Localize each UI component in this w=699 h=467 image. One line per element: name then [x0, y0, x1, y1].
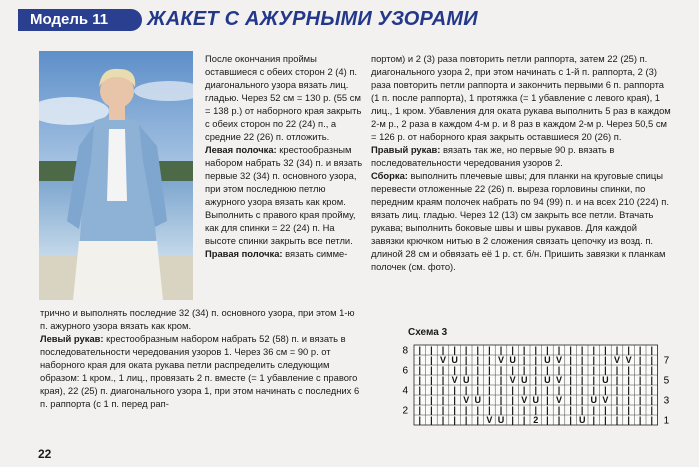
schema-symbol: | — [522, 405, 526, 415]
schema-symbol: | — [592, 415, 596, 425]
schema-symbol: | — [511, 345, 514, 355]
schema-symbol: | — [592, 345, 596, 355]
text-column-2 — [371, 52, 671, 273]
schema-symbol: | — [650, 375, 654, 385]
schema-symbol: | — [546, 405, 549, 415]
schema-symbol: | — [488, 405, 491, 415]
schema-symbol: U — [520, 375, 528, 385]
schema-symbol: | — [604, 385, 607, 395]
schema-symbol: | — [476, 405, 480, 415]
schema-symbol: | — [430, 375, 433, 385]
schema-symbol: U — [590, 395, 598, 405]
row-number-left: 4 — [402, 385, 408, 397]
schema-symbol: | — [546, 415, 549, 425]
schema-symbol: | — [464, 405, 468, 415]
schema-symbol: U — [578, 415, 586, 425]
schema-symbol: | — [627, 385, 630, 395]
schema-symbol: U — [474, 395, 482, 405]
schema-symbol: | — [604, 355, 607, 365]
schema-symbol: | — [615, 385, 619, 395]
schema-symbol: | — [650, 365, 654, 375]
schema-symbol: | — [418, 395, 422, 405]
paragraph-heading: Левый рукав: — [40, 333, 104, 344]
schema-symbol: | — [638, 375, 642, 385]
schema-symbol: | — [441, 395, 445, 405]
schema-symbol: | — [534, 345, 538, 355]
schema-symbol: | — [638, 395, 642, 405]
schema-symbol: | — [464, 355, 468, 365]
schema-symbol: | — [430, 405, 433, 415]
schema-symbol: | — [546, 365, 549, 375]
schema-symbol: | — [441, 365, 445, 375]
schema-symbol: | — [430, 415, 433, 425]
paragraph — [205, 52, 365, 143]
schema-symbol: | — [615, 375, 619, 385]
schema-symbol: | — [569, 345, 572, 355]
schema-symbol: | — [476, 365, 480, 375]
schema-symbol: | — [511, 395, 514, 405]
schema-symbol: | — [453, 415, 456, 425]
paragraph — [40, 306, 362, 332]
schema-symbol: | — [430, 385, 433, 395]
schema-symbol: | — [627, 345, 630, 355]
schema-symbol: | — [476, 415, 480, 425]
paragraph — [40, 332, 362, 410]
schema-symbol: | — [430, 355, 433, 365]
paragraph-text: вязать симме- — [282, 248, 348, 259]
schema-symbol: | — [627, 375, 630, 385]
schema-symbol: | — [557, 385, 561, 395]
schema-symbol: | — [615, 415, 619, 425]
schema-symbol: | — [650, 405, 654, 415]
row-number-left: 6 — [402, 365, 408, 377]
schema-symbol: | — [453, 365, 456, 375]
schema-symbol: | — [580, 355, 584, 365]
schema-symbol: | — [499, 365, 503, 375]
schema-symbol: U — [544, 375, 551, 385]
schema-symbol: | — [557, 405, 561, 415]
schema-symbol: | — [418, 365, 422, 375]
schema-symbol: V — [625, 355, 632, 365]
schema-symbol: U — [497, 415, 505, 425]
schema-symbol: | — [592, 405, 596, 415]
schema-symbol: U — [532, 395, 540, 405]
schema-symbol: | — [534, 375, 538, 385]
schema-chart — [392, 341, 672, 431]
schema-symbol: | — [511, 365, 514, 375]
schema-symbol: | — [488, 395, 491, 405]
schema-symbol: | — [650, 385, 654, 395]
schema-symbol: | — [580, 345, 584, 355]
schema-symbol: V — [509, 375, 516, 385]
schema-symbol: V — [521, 395, 528, 405]
schema-symbol: | — [650, 395, 654, 405]
schema-symbol: | — [650, 355, 654, 365]
schema-symbol: | — [580, 385, 584, 395]
schema-symbol: 2 — [533, 415, 539, 425]
schema-symbol: | — [418, 375, 422, 385]
schema-symbol: | — [638, 415, 642, 425]
schema-symbol: | — [441, 415, 445, 425]
model-label: Модель 11 — [30, 11, 109, 28]
schema-symbol: | — [441, 405, 445, 415]
paragraph-heading: Правая полочка: — [205, 248, 283, 259]
schema-symbol: | — [522, 345, 526, 355]
schema-symbol: V — [439, 355, 447, 365]
schema-symbol: | — [638, 355, 642, 365]
schema-symbol: | — [441, 385, 445, 395]
paragraph — [205, 247, 365, 260]
schema-symbol: | — [511, 385, 514, 395]
schema-symbol: | — [488, 365, 491, 375]
schema-symbol: | — [604, 345, 607, 355]
model-photo — [39, 51, 193, 300]
paragraph-text: портом) и 2 (3) раза повторить петли раппорта, затем 22 (25) п. диагонального узора 2, при этом начинать с 1-й п. раппорта, 2 (3) раза повторить петли раппорта и закончить первыми 6 п. раппорта (1 п. после раппорта), 1 протяжка (= 1 убавление с левого края), 1 лиц., 1 кром. Убавления для оката рукава выполнить 5 раз в каждом 2-м р., 2 раза в каждом 4-м р. и 8 раз в каждом 2-м р. Через 50,5 см = 126 р. от наборного края закрыть оставшиеся 20 (26) п. — [371, 53, 671, 142]
schema-symbol: | — [638, 345, 642, 355]
schema-symbol: | — [534, 405, 538, 415]
schema-symbol: | — [488, 345, 491, 355]
schema-symbol: | — [604, 365, 607, 375]
paragraph-text: вязать так же, но первые 90 р. вязать в последовательности чередования узоров 2. — [371, 144, 615, 168]
schema-symbol: V — [555, 395, 563, 405]
paragraph-text: После окончания проймы оставшиеся с обеих сторон 2 (4) п. диагонального узора вязать лиц. гладью. Через 52 см = 130 р. (55 см = 138 р.) от наборного края закрыть с обеих сторон по 22 (24) п., а средние 22 (26) п. отложить. — [205, 53, 362, 142]
schema-symbol: | — [592, 385, 596, 395]
schema-symbol: | — [604, 415, 607, 425]
page-number: 22 — [38, 447, 52, 461]
schema-symbol: | — [499, 395, 503, 405]
paragraph-text: трично и выполнять последние 32 (34) п. основного узора, при этом 1-ю п. ажурного узора вязать как кром. — [40, 307, 355, 331]
paragraph — [371, 52, 671, 143]
schema-symbol: | — [522, 385, 526, 395]
schema-symbol: | — [453, 345, 456, 355]
schema-symbol: V — [451, 375, 458, 385]
schema-symbol: | — [430, 395, 433, 405]
schema-symbol: | — [580, 395, 584, 405]
row-number-left: 2 — [402, 405, 408, 417]
schema-symbol: V — [497, 355, 505, 365]
paragraph-heading: Сборка: — [371, 170, 408, 181]
schema-symbol: | — [430, 345, 433, 355]
schema-symbol: | — [418, 345, 422, 355]
schema-symbol: | — [464, 415, 468, 425]
schema-symbol: | — [650, 345, 654, 355]
paragraph — [371, 143, 671, 169]
schema-symbol: | — [418, 385, 422, 395]
row-number-right: 5 — [663, 375, 670, 387]
schema-symbol: | — [638, 405, 642, 415]
schema-symbol: | — [627, 405, 630, 415]
paragraph-text: выполнить плечевые швы; для планки на круговые спицы перевести отложенные 22 (26) п. выреза горловины спинки, по передним краям полочек набрать по 94 (99) п. и на всех 210 (224) п. вязать лиц. гладью. Через 12 (13) см закрыть все петли. Втачать рукава; выполнить боковые швы и швы рукавов. Для каждой завязки крючком нитью в 2 сложения связать цепочку из возд. п. длиной 28 см и обвязать её 1 р. ст. б/н. Пришить завязки к планкам полочек (см. фото). — [371, 170, 669, 272]
schema-symbol: | — [569, 355, 572, 365]
schema-symbol: | — [592, 375, 596, 385]
schema-symbol: | — [557, 415, 561, 425]
schema-symbol: | — [627, 365, 630, 375]
schema-symbol: U — [462, 375, 470, 385]
schema-symbol: | — [580, 405, 584, 415]
schema-symbol: U — [544, 355, 551, 365]
text-column-wide — [40, 306, 362, 410]
schema-symbol: | — [627, 395, 630, 405]
schema-symbol: | — [557, 345, 561, 355]
schema-symbol: | — [499, 375, 503, 385]
schema-symbol: | — [580, 365, 584, 375]
schema-symbol: | — [546, 385, 549, 395]
schema-symbol: V — [602, 395, 609, 405]
schema-symbol: | — [557, 365, 561, 375]
schema-symbol: | — [569, 405, 572, 415]
schema-symbol: | — [453, 395, 456, 405]
schema-symbol: | — [546, 345, 549, 355]
paragraph-heading: Левая полочка: — [205, 144, 277, 155]
schema-symbol: | — [441, 375, 445, 385]
schema-symbol: | — [522, 355, 526, 365]
schema-symbol: | — [464, 345, 468, 355]
schema-symbol: | — [499, 405, 503, 415]
page-title: ЖАКЕТ С АЖУРНЫМИ УЗОРАМИ — [147, 8, 478, 30]
schema-symbol: | — [488, 375, 491, 385]
schema-symbol: | — [488, 355, 491, 365]
row-number-right: 3 — [663, 395, 670, 407]
paragraph-text: крестообразным набором набрать 32 (34) п. и вязать первые 32 (34) п. основного узора, при этом последнюю петлю ажурного узора вязать как кром. Выполнить с правого края пройму, как для спинки = 22 (24) п. На высоте спинки закрыть все петли. — [205, 144, 363, 246]
schema-symbol: | — [476, 375, 480, 385]
schema-symbol: U — [509, 355, 516, 365]
schema-symbol: | — [615, 345, 619, 355]
schema-symbol: | — [488, 385, 491, 395]
schema-symbol: | — [418, 415, 422, 425]
row-number-right: 7 — [663, 355, 670, 367]
schema-symbol: | — [650, 415, 654, 425]
schema-symbol: | — [615, 365, 619, 375]
schema-symbol: | — [464, 365, 468, 375]
schema-symbol: | — [638, 385, 642, 395]
paragraph — [371, 169, 671, 273]
paragraph-text: крестообразным набором набрать 52 (58) п. и вязать в последовательности чередования узоров 1. Через 36 см = 90 р. от наборного края для оката рукава петли распределить следующим образом: 1 кром., 1 лиц., провязать 2 п. вместе (= 1 убавление с правого края), 22 (25) п. диагонального узора 1, при этом начинать с последних 6 п. раппорта (с 1 п. перед рап- — [40, 333, 360, 409]
schema-symbol: V — [555, 355, 563, 365]
schema-symbol: U — [451, 355, 458, 365]
schema-symbol: | — [569, 415, 572, 425]
schema-symbol: | — [453, 405, 456, 415]
schema-symbol: V — [463, 395, 470, 405]
schema-symbol: | — [464, 385, 468, 395]
schema-symbol: V — [613, 355, 621, 365]
schema-symbol: | — [476, 385, 480, 395]
schema-symbol: | — [569, 385, 572, 395]
schema-symbol: | — [511, 415, 514, 425]
schema-symbol: | — [476, 345, 480, 355]
schema-symbol: | — [418, 355, 422, 365]
schema-symbol: | — [522, 415, 526, 425]
schema-symbol: | — [499, 385, 503, 395]
schema-symbol: | — [534, 355, 538, 365]
schema-symbol: | — [522, 365, 526, 375]
schema-symbol: | — [453, 385, 456, 395]
schema-symbol: | — [418, 405, 422, 415]
schema-symbol: | — [546, 395, 549, 405]
schema-symbol: | — [627, 415, 630, 425]
schema-symbol: | — [430, 365, 433, 375]
schema-symbol: | — [580, 375, 584, 385]
paragraph — [205, 143, 365, 247]
schema-symbol: | — [615, 405, 619, 415]
schema-symbol: | — [534, 365, 538, 375]
schema-symbol: U — [602, 375, 609, 385]
schema-symbol: | — [615, 395, 619, 405]
schema-symbol: | — [499, 345, 503, 355]
schema-symbol: | — [511, 405, 514, 415]
schema-symbol: | — [592, 365, 596, 375]
row-number-left: 8 — [402, 345, 408, 357]
schema-title: Схема 3 — [408, 327, 448, 338]
text-column-1 — [205, 52, 365, 260]
row-number-right: 1 — [663, 415, 670, 427]
paragraph-heading: Правый рукав: — [371, 144, 441, 155]
schema-symbol: | — [476, 355, 480, 365]
schema-symbol: | — [569, 395, 572, 405]
schema-symbol: | — [569, 375, 572, 385]
schema-symbol: | — [569, 365, 572, 375]
schema-symbol: | — [592, 355, 596, 365]
schema-symbol: | — [604, 405, 607, 415]
schema-symbol: | — [638, 365, 642, 375]
schema-symbol: | — [534, 385, 538, 395]
schema-symbol: | — [441, 345, 445, 355]
schema-symbol: V — [486, 415, 493, 425]
schema-symbol: V — [555, 375, 563, 385]
